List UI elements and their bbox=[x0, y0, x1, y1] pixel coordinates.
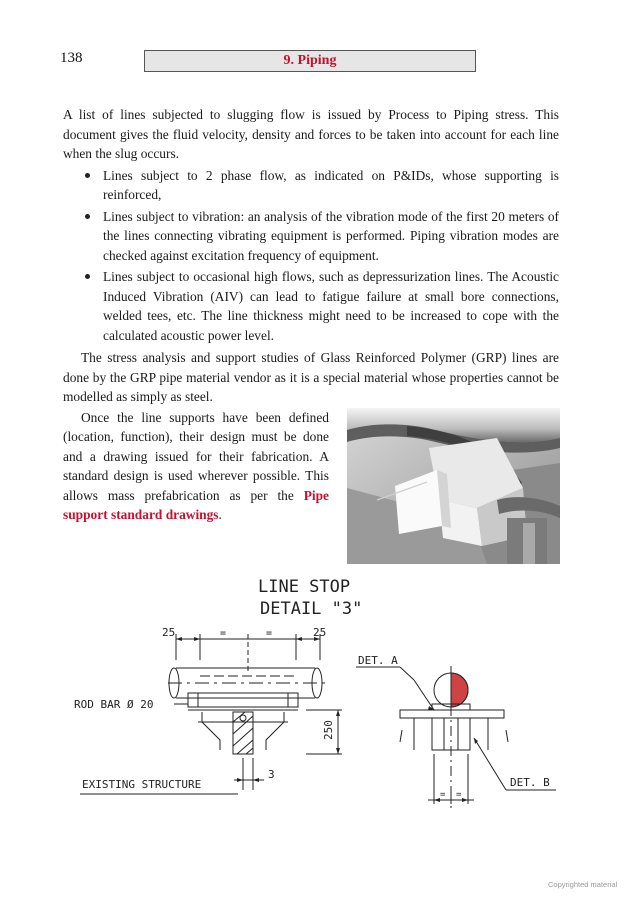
dim-equal-2: = bbox=[266, 628, 273, 639]
dim-equal-1: = bbox=[220, 628, 227, 639]
bullet-item-high-flow: Lines subject to occasional high flows, such as depressurization lines. The Acoustic Induced Vibration (AIV) can lead to fatigue failure at small bore connections, welded tees, etc. The line thickness might need to be increased to cope with the calculated acoustic power level. bbox=[103, 267, 559, 345]
dim-250: 250 bbox=[322, 720, 335, 740]
bullet-list bbox=[63, 166, 559, 346]
rod-bar-label: ROD BAR Ø 20 bbox=[74, 698, 154, 711]
copyright-notice: Copyrighted material bbox=[548, 880, 618, 889]
line-stop-detail-drawing bbox=[70, 572, 580, 810]
drawing-title-line1: LINE STOP bbox=[258, 577, 351, 597]
supports-text: Once the line supports have been defined (location, function), their design must be done and a drawing issued for their fabrication. A standard design is used wherever possible. This allows mass prefabrication as per the bbox=[63, 410, 329, 503]
drawing-title-line2: DETAIL "3" bbox=[260, 599, 363, 619]
bullet-item-two-phase: Lines subject to 2 phase flow, as indicated on P&IDs, whose supporting is reinforced, bbox=[103, 166, 559, 205]
detail-b-label: DET. B bbox=[510, 776, 550, 789]
detail-a-label: DET. A bbox=[358, 654, 398, 667]
bullet-item-vibration: Lines subject to vibration: an analysis of the vibration mode of the first 20 meters of the lines connecting vibrating equipment is performed. Piping vibration modes are checked against excitation frequency of equipment. bbox=[103, 207, 559, 266]
pipe-support-photo bbox=[347, 408, 560, 564]
supports-paragraph bbox=[63, 408, 329, 524]
grp-paragraph: The stress analysis and support studies of Glass Reinforced Polymer (GRP) lines are done by the GRP pipe material vendor as it is a special material whose properties cannot be modelled as simply as steel. bbox=[63, 350, 559, 404]
existing-structure-label: EXISTING STRUCTURE bbox=[82, 778, 202, 791]
dim-equal-bottom-2: = bbox=[456, 790, 462, 800]
pipe-support-drawings-link[interactable]: Pipe support standard drawings bbox=[63, 487, 329, 523]
dim-25-right: 25 bbox=[313, 626, 327, 639]
page-number: 138 bbox=[60, 50, 83, 66]
supports-end: . bbox=[218, 507, 222, 523]
intro-paragraph: A list of lines subjected to slugging flow is issued by Process to Piping stress. This document gives the fluid velocity, density and forces to be taken into account for each line when the slug occurs. bbox=[63, 107, 559, 161]
dim-equal-bottom-1: = bbox=[440, 790, 446, 800]
chapter-title: 9. Piping bbox=[144, 50, 476, 72]
intro-section bbox=[63, 105, 559, 347]
dim-3: 3 bbox=[268, 768, 275, 781]
dim-25-left: 25 bbox=[162, 626, 176, 639]
